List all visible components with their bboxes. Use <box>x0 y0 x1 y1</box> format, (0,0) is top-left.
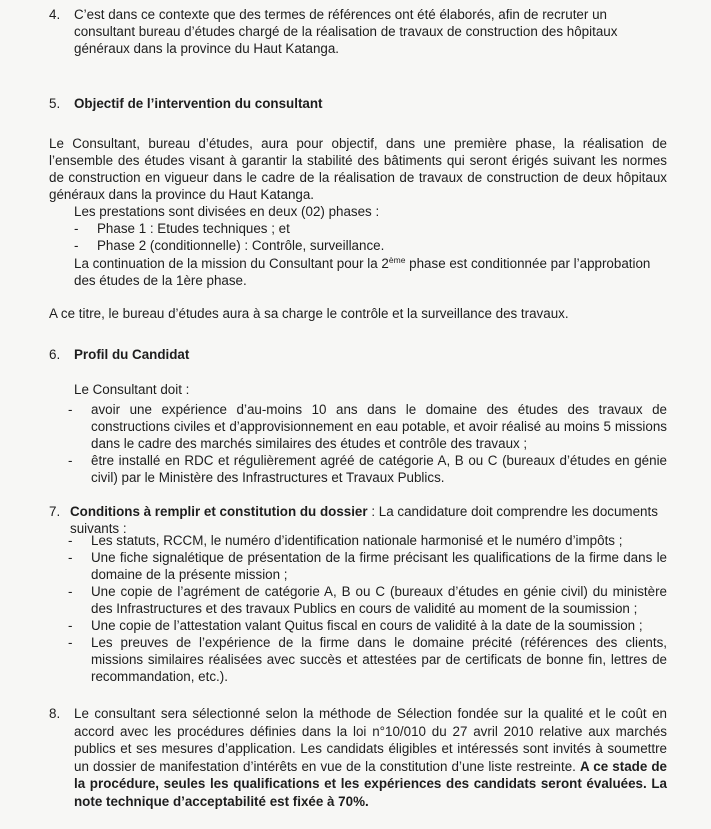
section-8-body: Le consultant sera sélectionné selon la méthode de Sélection fondée sur la qualité et le coût en accord avec les procédures définies dans la loi n°10/010 du 27 avril 2010 relative aux marchés publics et ses mesures d’application. Les candidats éligibles et intéressés sont invités à soumettre un dossier de manifestation d’intérêts en vue de la constitution d’une liste restreinte. <box>74 706 667 774</box>
dash-bullet: - <box>68 618 73 633</box>
list-item-text: Une fiche signalétique de présentation de la firme précisant les qualifications de la firme dans le domaine de la présente mission ; <box>91 550 667 582</box>
section-4-number: 4. <box>49 7 61 22</box>
dash-bullet: - <box>74 238 79 253</box>
section-7-heading-rest: : La candidature doit comprendre les documents suivants : <box>70 504 658 536</box>
continuation-text-b: phase est conditionnée par l’approbation des études de la 1ère phase. <box>74 256 651 288</box>
list-item <box>68 634 667 685</box>
list-item-text: avoir une expérience d’au-moins 10 ans dans le domaine des études des travaux de constructions civiles et d’approvisionnement en eau potable, et avoir réalisé au moins 5 missions dans le cadre des marchés similaires des études et contrôle des travaux ; <box>91 402 667 451</box>
section-5-intro: Le Consultant, bureau d’études, aura pour objectif, dans une première phase, la réalisation de l’ensemble des études visant à garantir la stabilité des bâtiments qui seront érigés suivant les normes de construction en vigueur dans le cadre de la réalisation de travaux de construction de deux hôpitaux généraux dans la province du Haut Katanga. <box>49 136 667 202</box>
list-item <box>68 532 667 549</box>
section-7-heading: Conditions à remplir et constitution du dossier <box>70 504 368 519</box>
list-item <box>74 237 667 254</box>
section-5-number: 5. <box>49 96 61 111</box>
list-item-text: Les preuves de l’expérience de la firme dans le domaine précité (références des clients, missions similaires réalisées avec succès et attestées par de certificats de bonne fin, lettres de recommandation, etc.). <box>91 635 667 684</box>
dash-bullet: - <box>68 584 73 599</box>
list-item <box>68 549 667 583</box>
section-6-number: 6. <box>49 347 61 362</box>
list-item-text: Phase 1 : Etudes techniques ; et <box>97 221 290 236</box>
list-item-text: Phase 2 (conditionnelle) : Contrôle, surveillance. <box>97 238 385 253</box>
dash-bullet: - <box>68 550 73 565</box>
dash-bullet: - <box>68 402 73 417</box>
section-7-list <box>68 532 667 685</box>
continuation-superscript: ème <box>388 255 406 265</box>
section-7-number: 7. <box>49 504 61 519</box>
dash-bullet: - <box>68 533 73 548</box>
list-item-text: être installé en RDC et régulièrement agréé de catégorie A, B ou C (bureaux d’études en génie civil) par le Ministère des Infrastructures et Travaux Publics. <box>91 453 667 485</box>
list-item-text: Une copie de l’agrément de catégorie A, B ou C (bureaux d’études en génie civil) du ministère des Infrastructures et des travaux Publics en cours de validité au moment de la soumission ; <box>91 584 667 616</box>
list-item <box>68 452 667 486</box>
continuation-text-a: La continuation de la mission du Consultant pour la 2 <box>74 256 389 271</box>
section-5-heading: Objectif de l’intervention du consultant <box>74 96 323 111</box>
section-6-list <box>68 401 667 486</box>
section-8-text <box>74 705 667 810</box>
list-item <box>68 401 667 452</box>
section-5-closing: A ce titre, le bureau d’études aura à sa charge le contrôle et la surveillance des travaux. <box>49 306 569 321</box>
dash-bullet: - <box>68 635 73 650</box>
list-item <box>68 617 667 634</box>
section-6-heading: Profil du Candidat <box>74 347 190 362</box>
list-item <box>68 583 667 617</box>
list-item-text: Les statuts, RCCM, le numéro d’identification nationale harmonisé et le numéro d’impôts ; <box>91 533 623 548</box>
dash-bullet: - <box>68 453 73 468</box>
section-4-text: C’est dans ce contexte que des termes de références ont été élaborés, afin de recruter un consultant bureau d’études chargé de la réalisation de travaux de construction des hôpitaux généraux dans la province du Haut Katanga. <box>74 7 618 56</box>
dash-bullet: - <box>74 221 79 236</box>
section-6-intro: Le Consultant doit : <box>74 382 190 397</box>
list-item <box>74 220 667 237</box>
list-item-text: Une copie de l’attestation valant Quitus fiscal en cours de validité à la date de la soumission ; <box>91 618 643 633</box>
section-5-phase-list <box>74 220 667 254</box>
section-8-bold-note: A ce stade de la procédure, seules les qualifications et les expériences des candidats seront évaluées. La note technique d’acceptabilité est fixée à 70%. <box>74 758 667 809</box>
section-5-continuation <box>74 255 667 289</box>
section-8-number: 8. <box>49 706 61 721</box>
section-5-phases-intro: Les prestations sont divisées en deux (02) phases : <box>74 204 380 219</box>
